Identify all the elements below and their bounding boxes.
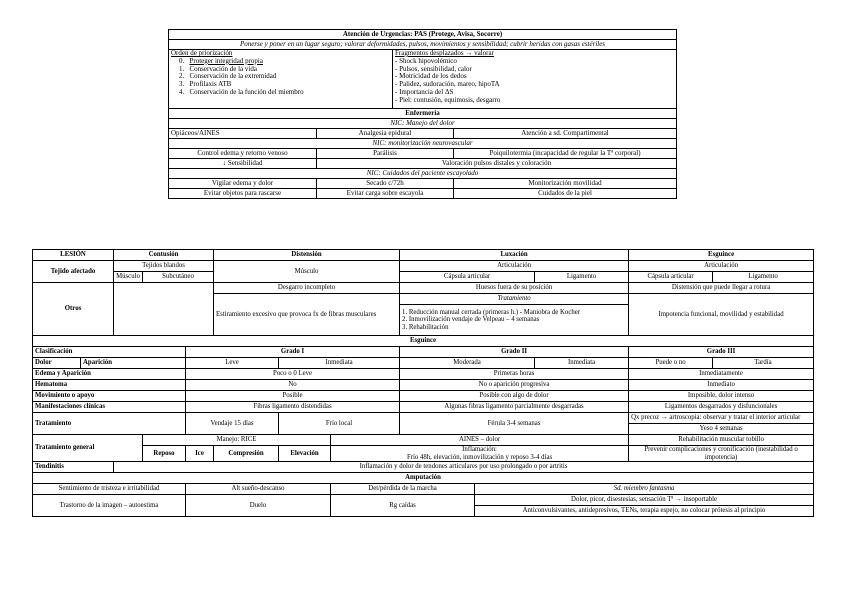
g3-dolor: Puede o no xyxy=(629,358,713,369)
enfermeria-heading: Enfermería xyxy=(169,109,677,119)
nic-monitorizacion: NIC: monitorización neurovascular xyxy=(169,139,677,149)
header-lesion: LESIÓN xyxy=(33,250,114,261)
g3-qx: Qx precoz → artroscopia: observar y tratar el interior articular xyxy=(629,413,814,424)
alt-sueno-cell: Alt sueño-descanso xyxy=(186,484,331,495)
g1-movimiento: Posible xyxy=(186,391,400,402)
atencion-sd-cell: Atención a sd. Compartimental xyxy=(454,129,677,139)
g2-dolor: Moderada xyxy=(400,358,535,369)
nic-escayolado: NIC: Cuidados del paciente escayolado xyxy=(169,169,677,179)
trat-step-3: 3. Rehabilitación xyxy=(402,323,449,331)
poiquilotermia-cell: Poiquilotermia (incapacidad de regular la Tª corporal) xyxy=(454,149,677,159)
luxacion-capsula-cell: Cápsula articular xyxy=(400,272,535,283)
rice-elevacion: Elevación xyxy=(279,446,331,462)
g2-edema: Primeras horas xyxy=(400,369,629,380)
aines-cell: AINES – dolor xyxy=(331,435,629,446)
fragmento-item: - Shock hipovolémico xyxy=(395,58,674,66)
g2-manifestaciones: Algunas fibras ligamento parcialmente desgarradas xyxy=(400,402,629,413)
clasificacion-label: Clasificación xyxy=(33,347,186,358)
trastorno-cell: Trastorno de la imagen – autoestima xyxy=(33,495,186,517)
g1-aparicion: Inmediata xyxy=(279,358,400,369)
valoracion-cell: Valoración pulsos distales y coloración xyxy=(317,159,677,169)
lesiones-table xyxy=(32,249,814,517)
grado-2-header: Grado II xyxy=(400,347,629,358)
prevenir-cell: Prevenir complicaciones y cronificación (inestabilidad o impotencia) xyxy=(629,446,814,462)
contusion-musculo-cell: Músculo xyxy=(114,272,143,283)
orden-item: 2. Conservación de la extremidad xyxy=(179,72,277,81)
sd-fantasma-cell: Sd. miembro fantasma xyxy=(475,484,814,495)
orden-item: 4. Conservación de la función del miembro xyxy=(179,88,304,97)
grado-3-header: Grado III xyxy=(629,347,814,358)
vigilar-cell: Vigilar edema y dolor xyxy=(169,179,317,189)
analgesia-cell: Analgesia epidural xyxy=(317,129,454,139)
fragmento-item: - Piel: contusión, equimosis, desgarro xyxy=(395,97,674,105)
orden-list xyxy=(171,58,390,97)
fragmento-item: - Pulsos, sensibilidad, calor xyxy=(395,66,674,74)
control-edema-cell: Control edema y retorno venoso xyxy=(169,149,317,159)
g1-edema: Poco o 0 Leve xyxy=(186,369,400,380)
dolor-picor-cell: Dolor, picor, disestesias, sensación Tª → insoportable xyxy=(475,495,814,506)
trat-step-1: 1. Reducción manual cerrada (primeras h.) - Maniobra de Kocher xyxy=(402,308,581,316)
frio-48h-text: Frío 48h, elevación, inmovilización y reposo 3-4 días xyxy=(406,453,553,461)
luxacion-ligamento-cell: Ligamento xyxy=(535,272,629,283)
rice-ice: Ice xyxy=(186,446,214,462)
secado-cell: Secado c/72h xyxy=(317,179,454,189)
edema-label: Edema y Aparición xyxy=(33,369,186,380)
sentimiento-cell: Sentimiento de tristeza e irritabilidad xyxy=(33,484,186,495)
fragmentos-list xyxy=(395,58,674,105)
g1-manifestaciones: Fibras ligamento distendidas xyxy=(186,402,400,413)
g3-hematoma: Inmediato xyxy=(629,380,814,391)
g3-yeso: Yeso 4 semanas xyxy=(629,424,814,435)
fragmento-item: - Motricidad de los dedos xyxy=(395,73,674,81)
rice-reposo: Reposo xyxy=(143,446,186,462)
hematoma-label: Hematoma xyxy=(33,380,186,391)
urgencias-subtitle: Ponerse y poner en un lugar seguro; valorar deformidades, pulsos, movimientos y sensibilidad; cubrir heridas con gasas estériles xyxy=(169,40,677,50)
inflamacion-label: Inflamación: xyxy=(462,446,497,453)
luxacion-articulacion-cell: Articulación xyxy=(400,261,629,272)
esguince-heading: Esguince xyxy=(33,336,814,347)
fragmentos-heading: Fragmentos desplazados → valorar xyxy=(395,49,494,57)
anticonvulsivantes-cell: Anticonvulsivantes, antidepresivos, TENs, terapia espejo, no colocar prótesis al principio xyxy=(475,506,814,517)
duelo-cell: Duelo xyxy=(186,495,331,517)
orden-item: 0. Proteger integridad propia xyxy=(179,56,263,65)
esguince-ligamento-cell: Ligamento xyxy=(713,272,814,283)
tratamiento-general-label: Tratamiento general xyxy=(33,435,143,462)
g1-frio: Frío local xyxy=(279,413,400,435)
tratamiento-label: Tratamiento xyxy=(33,413,186,435)
contusion-otros-empty xyxy=(114,283,214,336)
orden-item: 1. Conservación de la vida xyxy=(179,64,257,73)
g1-dolor: Leve xyxy=(186,358,279,369)
rehab-muscular-cell: Rehabilitación muscular tobillo xyxy=(629,435,814,446)
aparicion-label: Aparición xyxy=(81,358,186,369)
urgencias-table xyxy=(168,29,677,199)
estiramiento-cell: Estiramiento excesivo que provoca fx de fibras musculares xyxy=(214,294,400,336)
otros-label: Otros xyxy=(33,283,114,336)
huesos-cell: Huesos fuera de su posición xyxy=(400,283,629,294)
manejo-rice-cell: Manejo: RICE xyxy=(143,435,331,446)
grado-1-header: Grado I xyxy=(186,347,400,358)
header-esguince: Esguince xyxy=(629,250,814,261)
opiaceos-cell: Opiáceos/AINES xyxy=(169,129,317,139)
luxacion-tratamiento-cell xyxy=(400,305,629,336)
fragmentos-cell xyxy=(393,50,677,109)
rice-compresion: Compresión xyxy=(214,446,279,462)
desgarro-cell: Desgarro incompleto xyxy=(214,283,400,294)
monitorizacion-cell: Monitorización movilidad xyxy=(454,179,677,189)
paralisis-cell: Parálisis xyxy=(317,149,454,159)
g1-hematoma: No xyxy=(186,380,400,391)
g3-manifestaciones: Ligamentos desgarrados y disfuncionales xyxy=(629,402,814,413)
fragmento-item: - Palidez, sudoración, mareo, hipoTA xyxy=(395,81,674,89)
orden-priorizacion-cell xyxy=(169,50,393,109)
header-distension: Distensión xyxy=(214,250,400,261)
manifestaciones-label: Manifestaciones clínicas xyxy=(33,402,186,413)
g3-movimiento: Imposible, dolor intenso xyxy=(629,391,814,402)
rg-caidas-cell: Rg caídas xyxy=(331,495,475,517)
movimiento-label: Movimiento o apoyo xyxy=(33,391,186,402)
header-contusion: Contusión xyxy=(114,250,214,261)
fragmento-item: - Importancia del ΔS xyxy=(395,89,674,97)
subcutaneo-cell: Subcutáneo xyxy=(143,272,214,283)
amputacion-heading: Amputación xyxy=(33,473,814,484)
cuidados-piel-cell: Cuidados de la piel xyxy=(454,189,677,199)
det-marcha-cell: Det/pérdida de la marcha xyxy=(331,484,475,495)
header-luxacion: Luxación xyxy=(400,250,629,261)
evitar-objetos-cell: Evitar objetos para rascarse xyxy=(169,189,317,199)
g1-vendaje: Vendaje 15 días xyxy=(186,413,279,435)
urgencias-title: Atención de Urgencias: PAS (Protege, Avisa, Socorre) xyxy=(169,30,677,40)
esguince-capsula-cell: Cápsula articular xyxy=(629,272,713,283)
tejido-afectado-label: Tejido afectado xyxy=(33,261,114,283)
tratamiento-italic: Tratamiento xyxy=(400,294,629,305)
trat-step-2: 2. Inmovilización vendaje de Velpeau – 4 semanas xyxy=(402,316,540,324)
esguince-articulacion-cell: Articulación xyxy=(629,261,814,272)
g3-edema: Inmediatamente xyxy=(629,369,814,380)
g2-aparicion: Inmediata xyxy=(535,358,629,369)
g2-movimiento: Posible con algo de dolor xyxy=(400,391,629,402)
nic-manejo-dolor: NIC: Manejo del dolor xyxy=(169,119,677,129)
inflamacion-cell xyxy=(331,446,629,462)
orden-item: 3. Profilaxis ATB xyxy=(179,80,232,89)
dolor-label: Dolor xyxy=(33,358,81,369)
impotencia-cell: Impotencia funcional, movilidad y estabilidad xyxy=(629,294,814,336)
g2-ferula: Férula 3-4 semanas xyxy=(400,413,629,435)
tendinitis-text: Inflamación y dolor de tendones articulares por uso prolongado o por artritis xyxy=(114,462,814,473)
tejidos-blandos-cell: Tejidos blandos xyxy=(114,261,214,272)
distension-rotura-cell: Distensión que puede llegar a rotura xyxy=(629,283,814,294)
g3-aparicion: Tardía xyxy=(713,358,814,369)
tendinitis-label: Tendinitis xyxy=(33,462,114,473)
evitar-carga-cell: Evitar carga sobre escayola xyxy=(317,189,454,199)
g2-hematoma: No o aparición progresiva xyxy=(400,380,629,391)
orden-heading: Orden de priorización xyxy=(171,49,233,57)
distension-musculo-cell: Músculo xyxy=(214,261,400,283)
sensibilidad-cell: ↓ Sensibilidad xyxy=(169,159,317,169)
